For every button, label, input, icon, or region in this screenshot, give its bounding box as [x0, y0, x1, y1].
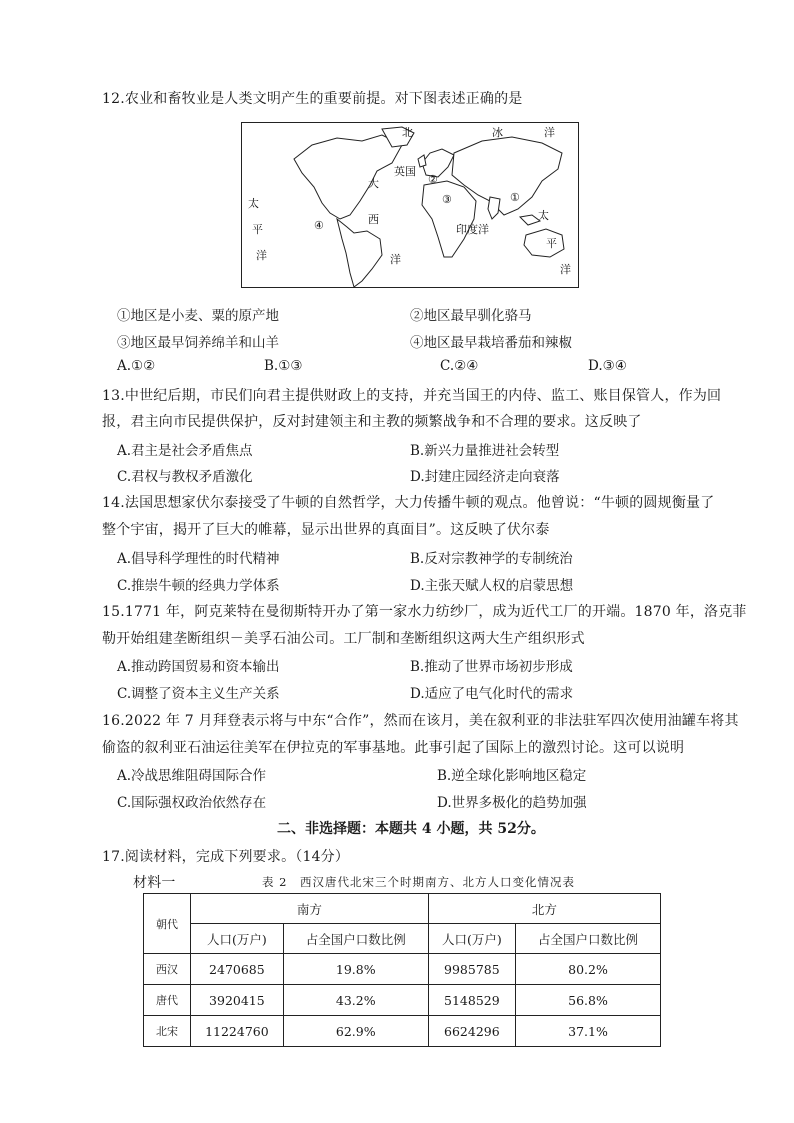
- q15-stem-line1: 15.1771 年，阿克莱特在曼彻斯特开办了第一家水力纺纱厂，成为近代工厂的开端。1870 年，洛克菲: [102, 604, 747, 620]
- q12-item-4: ④地区最早栽培番茄和辣椒: [410, 335, 572, 351]
- row-south-ratio: 62.9%: [283, 1016, 428, 1047]
- map-marker-1: ①: [510, 191, 520, 204]
- header-era: 朝代: [144, 894, 191, 954]
- map-label-tai-r: 太: [538, 209, 549, 222]
- north-america-shape: [294, 135, 402, 219]
- world-map: [241, 122, 579, 288]
- q12-option-a[interactable]: A.①②: [117, 358, 156, 374]
- row-north-ratio: 56.8%: [515, 985, 660, 1016]
- table-row: [144, 1016, 661, 1047]
- q14-option-c[interactable]: C.推崇牛顿的经典力学体系: [117, 578, 280, 594]
- row-north-pop: 5148529: [428, 985, 515, 1016]
- q12-stem: 12.农业和畜牧业是人类文明产生的重要前提。对下图表述正确的是: [102, 91, 523, 107]
- header-north-ratio: 占全国户口数比例: [515, 924, 660, 954]
- q13-stem-line2: 报，君主向市民提供保护，反对封建领主和主教的频繁战争和不合理的要求。这反映了: [102, 414, 642, 430]
- q16-stem-line2: 偷盗的叙利亚石油运往美军在伊拉克的军事基地。此事引起了国际上的激烈讨论。这可以说明: [102, 740, 685, 756]
- q13-option-b[interactable]: B.新兴力量推进社会转型: [410, 443, 560, 459]
- q13-option-c[interactable]: C.君权与教权矛盾激化: [117, 469, 253, 485]
- map-marker-2: ②: [428, 173, 438, 186]
- map-marker-3: ③: [442, 193, 452, 206]
- map-label-ping: 平: [252, 223, 263, 236]
- south-america-shape: [337, 219, 382, 287]
- header-south: 南方: [191, 894, 429, 924]
- table-row: [144, 954, 661, 985]
- q13-option-a[interactable]: A.君主是社会矛盾焦点: [117, 443, 253, 459]
- row-south-ratio: 43.2%: [283, 985, 428, 1016]
- q13-option-d[interactable]: D.封建庄园经济走向衰落: [410, 469, 560, 485]
- q15-option-a[interactable]: A.推动跨国贸易和资本输出: [117, 659, 280, 675]
- header-south-ratio: 占全国户口数比例: [283, 924, 428, 954]
- table-header-row-2: [144, 924, 661, 954]
- q17-material-label: 材料一: [133, 875, 176, 891]
- q16-stem-line1: 16.2022 年 7 月拜登表示将与中东“合作”，然而在该月，美在叙利亚的非法驻军四次使用油罐车将其: [102, 713, 739, 729]
- row-era: 北宋: [144, 1016, 191, 1047]
- map-label-yang-pac-left: 洋: [256, 249, 267, 262]
- row-south-ratio: 19.8%: [283, 954, 428, 985]
- map-label-indian: 印度洋: [456, 223, 489, 236]
- q14-stem-line1: 14.法国思想家伏尔泰接受了牛顿的自然哲学，大力传播牛顿的观点。他曾说：“牛顿的圆规衡量了: [102, 495, 715, 511]
- map-label-tai: 太: [248, 197, 259, 210]
- table-row: [144, 985, 661, 1016]
- q16-option-d[interactable]: D.世界多极化的趋势加强: [437, 795, 587, 811]
- row-north-pop: 6624296: [428, 1016, 515, 1047]
- row-south-pop: 3920415: [191, 985, 284, 1016]
- table-2-caption: 表 2 西汉唐代北宋三个时期南方、北方人口变化情况表: [262, 875, 575, 889]
- row-north-ratio: 80.2%: [515, 954, 660, 985]
- map-label-bing: 冰: [492, 126, 503, 139]
- q12-item-1: ①地区是小麦、粟的原产地: [117, 308, 279, 324]
- row-era: 唐代: [144, 985, 191, 1016]
- q12-item-3: ③地区最早饲养绵羊和山羊: [117, 335, 279, 351]
- map-label-da: 大: [368, 177, 379, 190]
- q13-stem-line1: 13.中世纪后期，市民们向君主提供财政上的支持，并充当国王的内侍、监工、账目保管人，作为回: [102, 388, 722, 404]
- population-table: [143, 893, 661, 1047]
- header-north-pop: 人口(万户): [428, 924, 515, 954]
- q14-option-a[interactable]: A.倡导科学理性的时代精神: [117, 551, 280, 567]
- row-north-pop: 9985785: [428, 954, 515, 985]
- table-header-row-1: [144, 894, 661, 924]
- q16-option-c[interactable]: C.国际强权政治依然存在: [117, 795, 267, 811]
- q15-option-b[interactable]: B.推动了世界市场初步形成: [410, 659, 573, 675]
- row-north-ratio: 37.1%: [515, 1016, 660, 1047]
- q12-option-b[interactable]: B.①③: [264, 358, 303, 374]
- section-2-title: 二、非选择题：本题共 4 小题，共 52分。: [277, 821, 545, 837]
- map-label-uk: 英国: [394, 165, 416, 178]
- map-label-yang-pac-right: 洋: [560, 263, 571, 276]
- se-asia-islands-shape: [520, 215, 540, 225]
- q14-stem-line2: 整个宇宙，揭开了巨大的帷幕，显示出世界的真面目”。这反映了伏尔泰: [102, 522, 550, 538]
- map-label-ping-r: 平: [546, 237, 557, 250]
- header-north: 北方: [428, 894, 660, 924]
- world-map-figure: [242, 123, 578, 287]
- q12-option-d[interactable]: D.③④: [588, 358, 627, 374]
- q15-option-c[interactable]: C.调整了资本主义生产关系: [117, 686, 280, 702]
- india-shape: [488, 197, 500, 219]
- row-south-pop: 2470685: [191, 954, 284, 985]
- map-label-yang-top: 洋: [544, 126, 555, 139]
- map-marker-4: ④: [314, 219, 324, 232]
- q12-option-c[interactable]: C.②④: [440, 358, 479, 374]
- row-south-pop: 11224760: [191, 1016, 284, 1047]
- q16-option-a[interactable]: A.冷战思维阻碍国际合作: [117, 768, 267, 784]
- uk-shape: [418, 155, 426, 167]
- map-label-xi: 西: [368, 213, 379, 226]
- map-label-yang-atl: 洋: [390, 253, 401, 266]
- q14-option-d[interactable]: D.主张天赋人权的启蒙思想: [410, 578, 574, 594]
- q17-stem: 17.阅读材料，完成下列要求。（14分）: [102, 849, 350, 865]
- q12-item-2: ②地区最早驯化骆马: [410, 308, 532, 324]
- row-era: 西汉: [144, 954, 191, 985]
- map-label-north: 北: [402, 126, 413, 139]
- q15-option-d[interactable]: D.适应了电气化时代的需求: [410, 686, 574, 702]
- q14-option-b[interactable]: B.反对宗教神学的专制统治: [410, 551, 573, 567]
- q16-option-b[interactable]: B.逆全球化影响地区稳定: [437, 768, 587, 784]
- q15-stem-line2: 勒开始组建垄断组织－美孚石油公司。工厂制和垄断组织这两大生产组织形式: [102, 631, 585, 647]
- header-south-pop: 人口(万户): [191, 924, 284, 954]
- australia-shape: [524, 229, 564, 257]
- europe-shape: [422, 149, 454, 177]
